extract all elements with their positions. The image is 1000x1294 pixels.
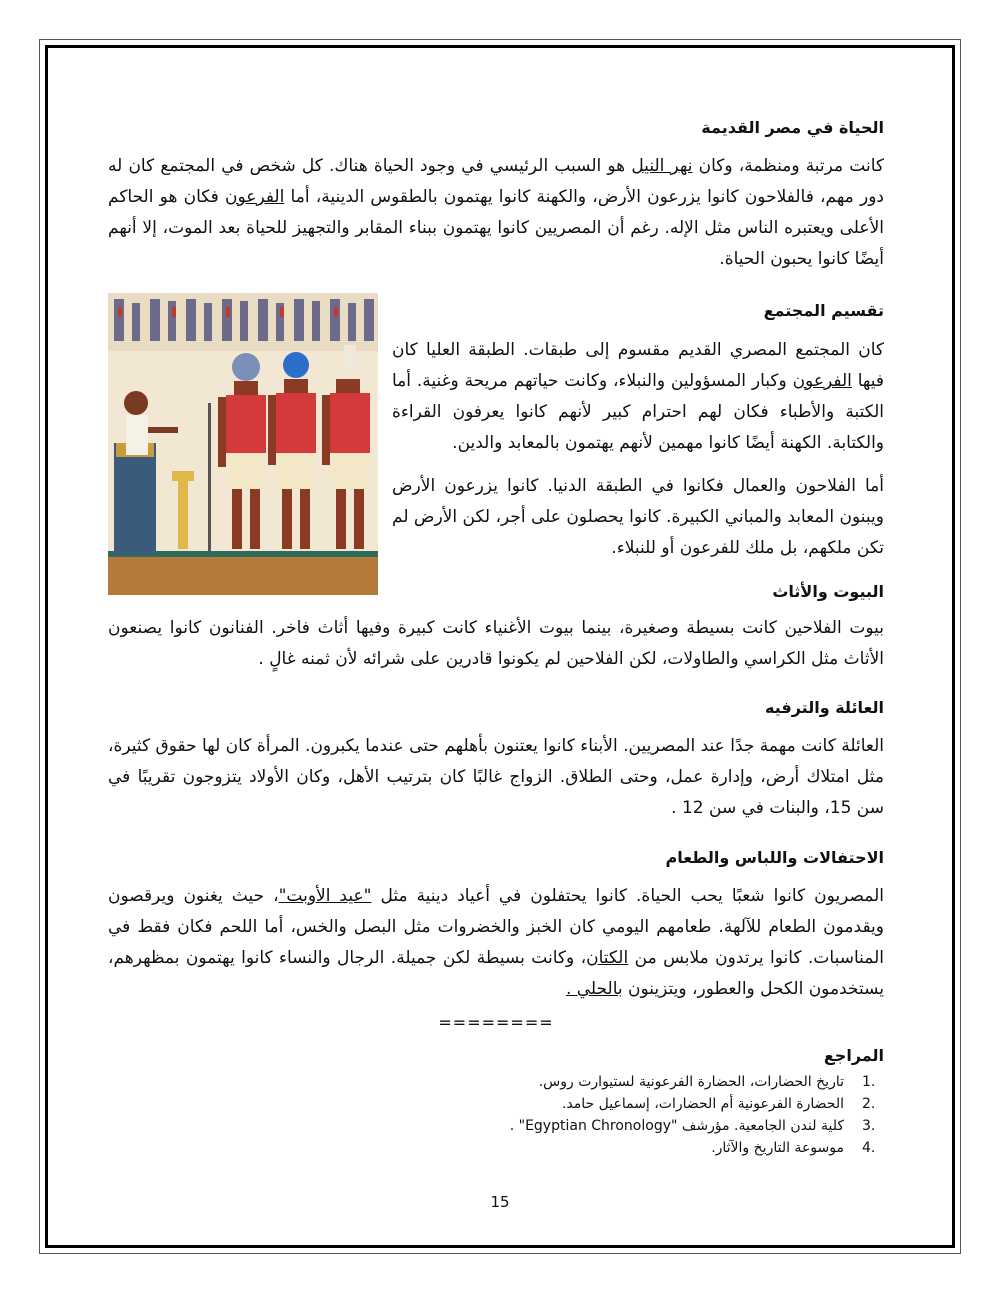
reference-text: تاريخ الحضارات، الحضارة الفرعونية لستيوارت روس.	[538, 1074, 844, 1090]
underlined-nile: نهر النيل	[631, 156, 693, 176]
heading-family: العائلة والترفيه	[765, 698, 884, 717]
heading-homes: البيوت والأثاث	[772, 582, 884, 601]
reference-number: 2.	[862, 1096, 876, 1112]
text-span: ، وكانت بسيطة لكن جميلة. الرجال والنساء كانوا يهتمون بمظهرهم، يستخدمون الكحل والعطور، ويتزينون	[108, 948, 884, 999]
underlined-jewelry: بالحلي .	[565, 979, 623, 999]
society-text	[392, 301, 884, 564]
reference-number: 3.	[862, 1118, 876, 1134]
paragraph-celebrations	[108, 881, 884, 1005]
reference-text: الحضارة الفرعونية أم الحضارات، إسماعيل حامد.	[561, 1096, 844, 1112]
heading-references: المراجع	[823, 1046, 884, 1065]
page-number: 15	[490, 1193, 510, 1211]
text-span: كان المجتمع المصري القديم مقسوم إلى طبقات. الطبقة العليا كان فيها	[392, 340, 884, 391]
reference-item	[108, 1093, 884, 1115]
text-span: ، حيث يغنون ويرقصون ويقدمون الطعام للآلهة. طعامهم اليومي كان الخبز والخضروات مثل البصل والخس، أما اللحم فكان فقط في المناسبات. كانوا يرتدون ملابس من	[108, 886, 884, 968]
paragraph-homes: بيوت الفلاحين كانت بسيطة وصغيرة، بينما بيوت الأغنياء كانت كبيرة وفيها أثاث فاخر. الفنانون كانوا يصنعون الأثاث مثل الكراسي والطاولات، لكن الفلاحين لم يكونوا قادرين على شرائه لأن ثمنه غالٍ .	[108, 618, 884, 669]
text-span: كانت مرتبة ومنظمة، وكان	[692, 156, 885, 176]
egyptian-figures-illustration	[108, 293, 378, 595]
reference-text: كلية لندن الجامعية. مؤرشف "Egyptian Chronology" .	[509, 1118, 844, 1134]
underlined-pharaoh: الفرعون	[792, 371, 852, 391]
divider-line: ========	[438, 1013, 554, 1032]
underlined-pharaoh: الفرعون	[225, 187, 285, 207]
paragraph-society-1	[392, 335, 884, 459]
references-list	[108, 1071, 884, 1159]
text-span: فكان هو الحاكم الأعلى ويعتبره الناس مثل الإله. رغم أن المصريين كانوا يهتمون ببناء المقابر والتجهيز للحياة بعد الموت، إلا أنهم أيضًا كانوا يحبون الحياة.	[108, 187, 884, 269]
paragraph-life	[108, 151, 884, 275]
text-span: وكبار المسؤولين والنبلاء، وكانت حياتهم مريحة وغنية. أما الكتبة والأطباء فكان لهم احترام كبير لأنهم كانوا يعرفون القراءة والكتابة. الكهنة أيضًا كانوا مهمين لأنهم يهتمون بالمعابد والدين.	[392, 371, 884, 453]
underlined-linen: الكتان	[586, 948, 629, 968]
reference-item	[108, 1115, 884, 1137]
text-span: المصريون كانوا شعبًا يحب الحياة. كانوا يحتفلون في أعياد دينية مثل	[371, 886, 884, 906]
paragraph-society-2: أما الفلاحون والعمال فكانوا في الطبقة الدنيا. كانوا يزرعون الأرض ويبنون المعابد والمباني الكبيرة. كانوا يحصلون على أجر، لكن الأرض لم تكن ملكهم، بل ملك للفرعون أو للنبلاء.	[392, 476, 884, 558]
underlined-opet: "عيد الأوبت"	[278, 886, 372, 906]
section-society	[108, 301, 884, 564]
heading-celebrations: الاحتفالات واللباس والطعام	[665, 848, 884, 867]
document-body	[108, 112, 884, 1159]
reference-text: موسوعة التاريخ والآثار.	[711, 1140, 844, 1156]
reference-item	[108, 1071, 884, 1093]
text-span: هو السبب الرئيسي في وجود الحياة هناك. كل شخص في المجتمع كان له دور مهم، فالفلاحون كانوا يزرعون الأرض، والكهنة كانوا يهتمون بالطقوس الدينية، أما	[108, 156, 884, 207]
heading-life: الحياة في مصر القديمة	[701, 118, 884, 137]
heading-society: تقسيم المجتمع	[763, 301, 884, 320]
reference-number: 1.	[862, 1074, 876, 1090]
paragraph-family: العائلة كانت مهمة جدًا عند المصريين. الأبناء كانوا يعتنون بأهلهم حتى عندما يكبرون. المرأة كان لها حقوق كثيرة، مثل امتلاك أرض، وإدارة عمل، وحتى الطلاق. الزواج غالبًا كان بترتيب الأهل، وكان الأولاد يتزوجون تقريبًا في سن 15، والبنات في سن 12 .	[108, 736, 884, 818]
egyptian-wall-painting-image	[108, 293, 378, 595]
reference-number: 4.	[862, 1140, 876, 1156]
reference-item	[108, 1137, 884, 1159]
